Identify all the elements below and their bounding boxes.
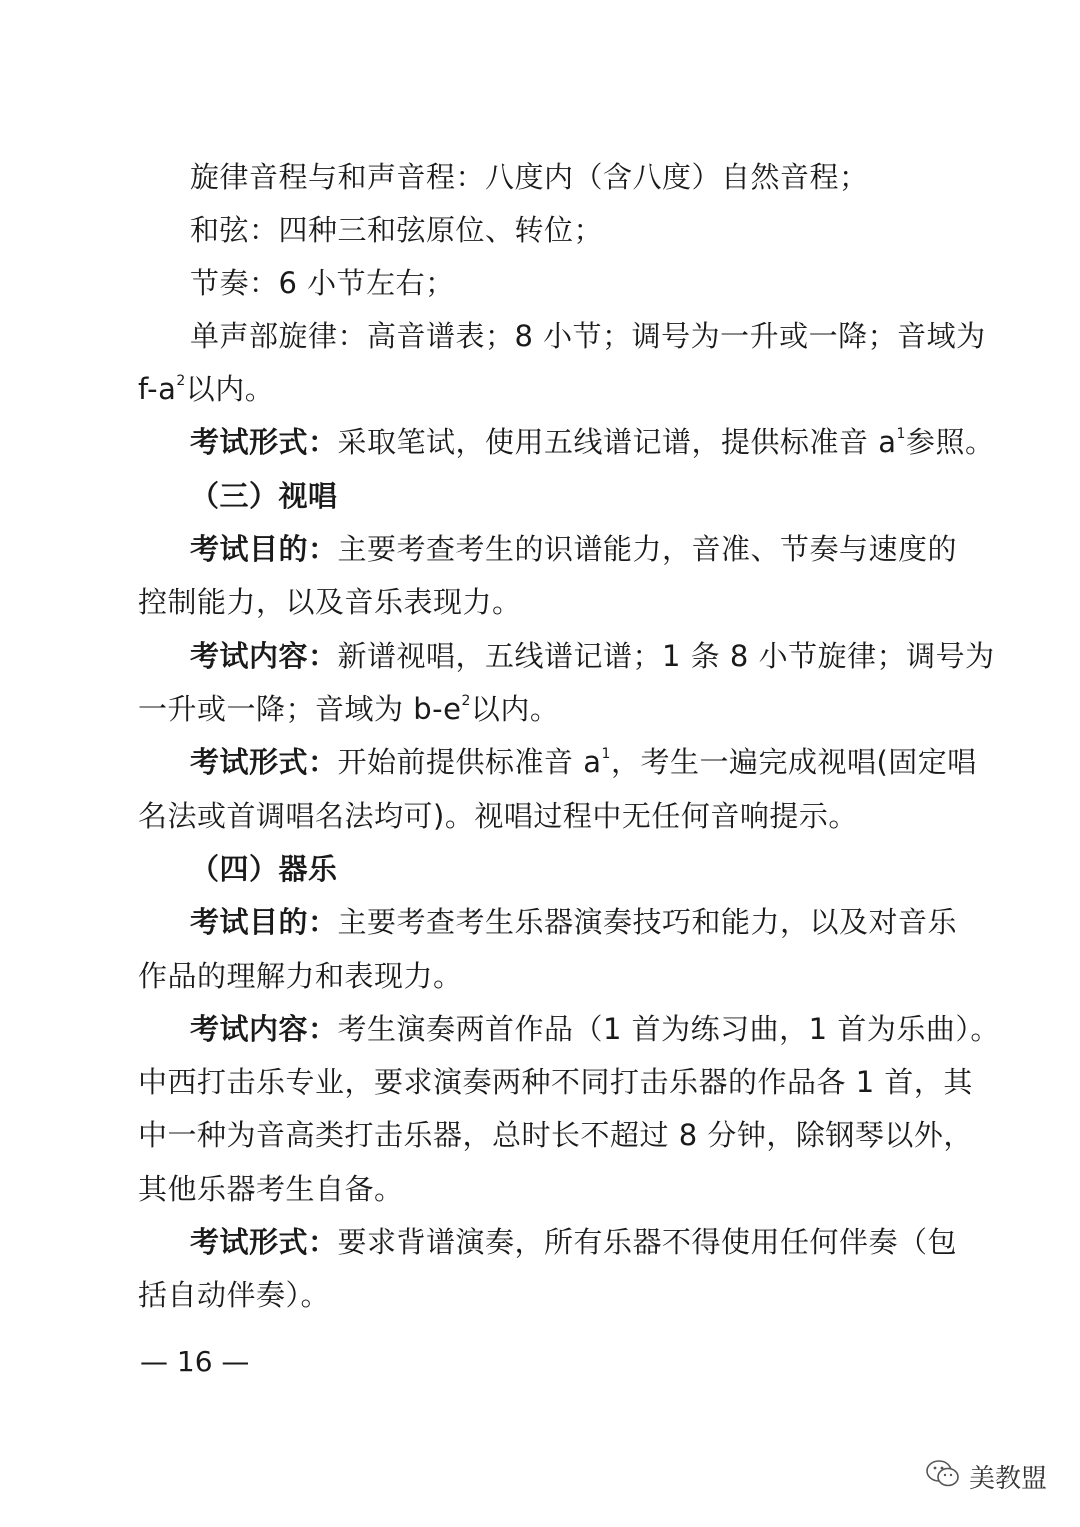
paragraph-line: 节奏：6 小节左右；	[190, 266, 455, 300]
label-exam-purpose: 考试目的：	[190, 905, 338, 939]
label-exam-content: 考试内容：	[190, 639, 338, 673]
label-exam-purpose: 考试目的：	[190, 532, 338, 566]
label-exam-format: 考试形式：	[190, 425, 338, 459]
section-heading-instrumental: （四）器乐	[190, 852, 338, 886]
paragraph-line: 考试内容：考生演奏两首作品（1 首为练习曲，1 首为乐曲）。	[190, 1012, 1000, 1046]
paragraph-line: 单声部旋律：高音谱表；8 小节；调号为一升或一降；音域为	[190, 319, 986, 353]
wechat-icon	[925, 1459, 961, 1493]
label-exam-content: 考试内容：	[190, 1012, 338, 1046]
paragraph-line: 中西打击乐专业，要求演奏两种不同打击乐器的作品各 1 首，其	[138, 1065, 973, 1099]
paragraph-line: 考试目的：主要考查考生的识谱能力，音准、节奏与速度的	[190, 532, 958, 566]
paragraph-line: 作品的理解力和表现力。	[138, 959, 463, 993]
paragraph-line: 考试形式：采取笔试，使用五线谱记谱，提供标准音 $a^1$参照。	[190, 425, 995, 459]
paragraph-line: 考试内容：新谱视唱，五线谱记谱；1 条 8 小节旋律；调号为	[190, 639, 995, 673]
paragraph-line: $f-a^2$以内。	[138, 372, 275, 406]
paragraph-line: 一升或一降；音域为 $b-e^2$以内。	[138, 692, 560, 726]
label-exam-format: 考试形式：	[190, 745, 338, 779]
paragraph-line: 旋律音程与和声音程：八度内（含八度）自然音程；	[190, 160, 869, 194]
wechat-watermark	[925, 1456, 1047, 1496]
section-heading-sight-singing: （三）视唱	[190, 479, 338, 513]
paragraph-line: 括自动伴奏）。	[138, 1278, 331, 1312]
paragraph-line: 中一种为音高类打击乐器，总时长不超过 8 分钟，除钢琴以外，	[138, 1118, 973, 1152]
paragraph-line: 名法或首调唱名法均可)。视唱过程中无任何音响提示。	[138, 799, 858, 833]
watermark-text: 美教盟	[969, 1463, 1048, 1494]
paragraph-line: 考试形式：开始前提供标准音 $a^1$，考生一遍完成视唱(固定唱	[190, 745, 977, 779]
label-exam-format: 考试形式：	[190, 1225, 338, 1259]
page-number: — 16 —	[140, 1345, 250, 1378]
paragraph-line: 其他乐器考生自备。	[138, 1172, 404, 1206]
paragraph-line: 和弦：四种三和弦原位、转位；	[190, 213, 604, 247]
paragraph-line: 控制能力，以及音乐表现力。	[138, 585, 522, 619]
paragraph-line: 考试形式：要求背谱演奏，所有乐器不得使用任何伴奏（包	[190, 1225, 958, 1259]
paragraph-line: 考试目的：主要考查考生乐器演奏技巧和能力，以及对音乐	[190, 905, 958, 939]
